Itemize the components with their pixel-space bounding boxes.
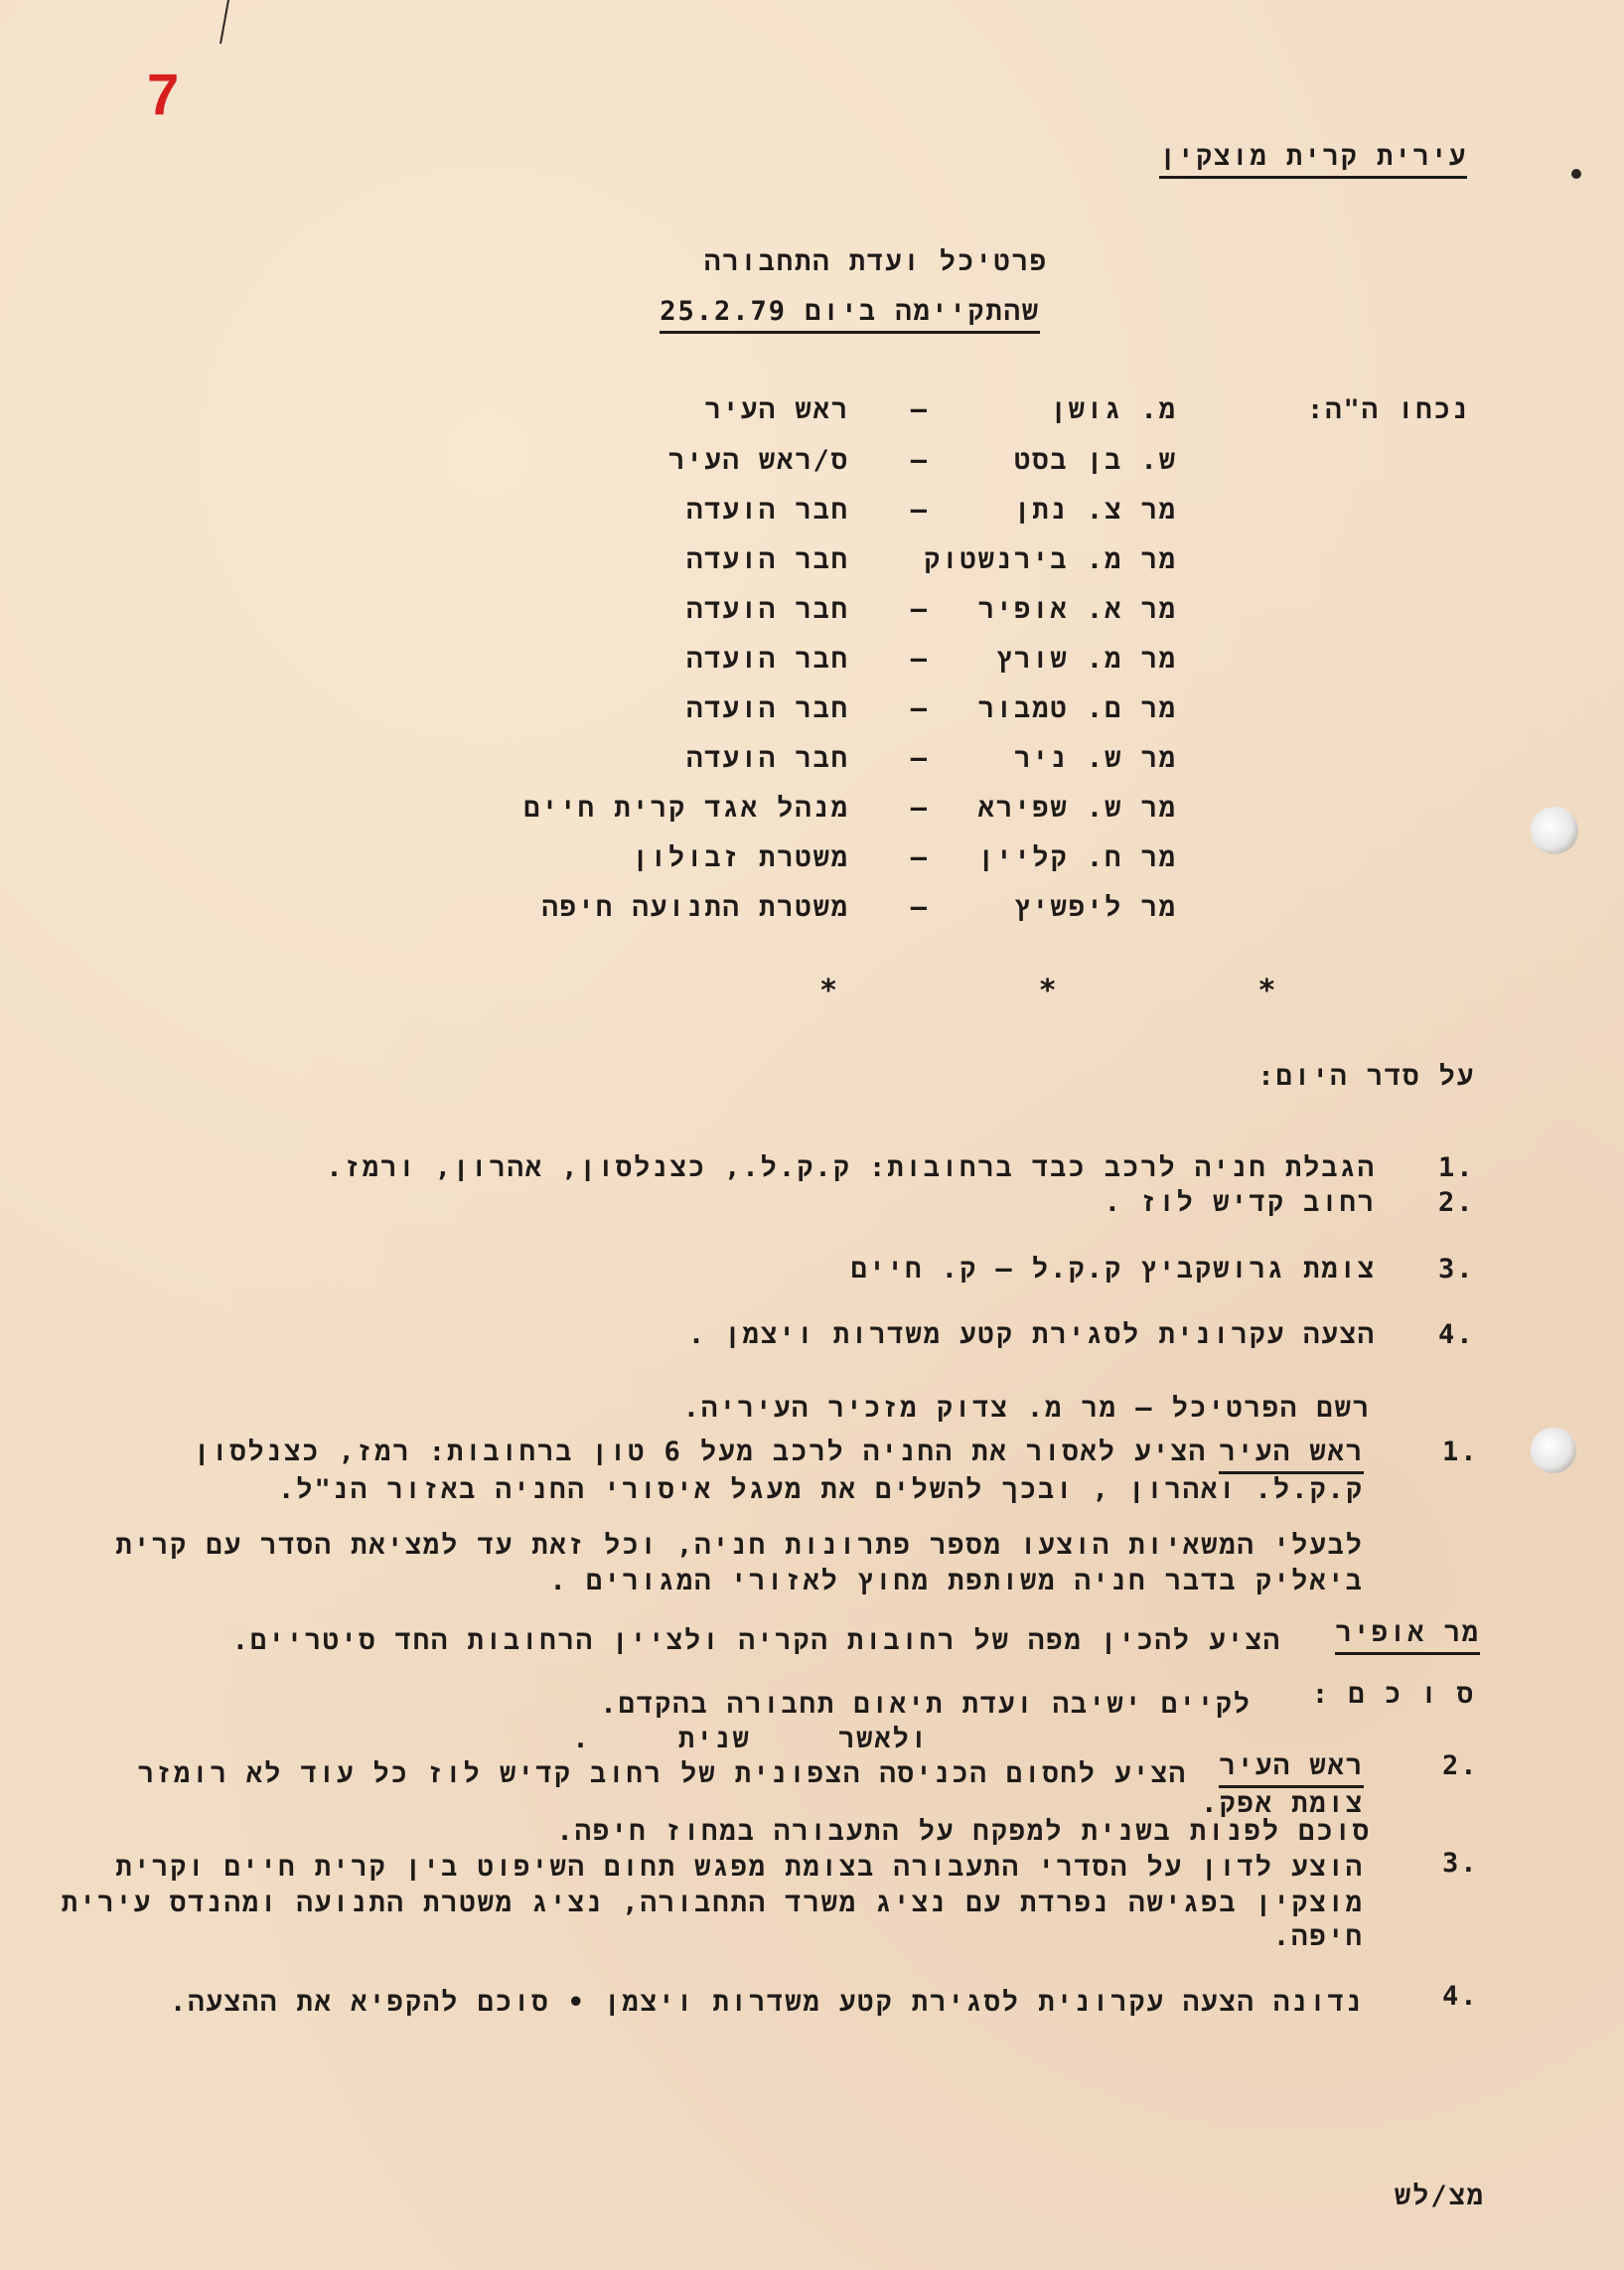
- title-line-2: שהתקיימה ביום 25.2.79: [660, 296, 1040, 334]
- attendee-dash: –: [910, 892, 929, 923]
- agenda-item-4: הצעה עקרונית לסגירת קטע משדרות ויצמן .: [687, 1319, 1376, 1350]
- attendee-name: מר ש. ניר: [1014, 743, 1177, 774]
- attendee-name: מר ליפשיץ: [1014, 892, 1177, 923]
- agenda-item-3: צומת גרושקביץ ק.ק.ל – ק. חיים: [850, 1254, 1376, 1285]
- minutes-num-3: 3.: [1442, 1848, 1479, 1879]
- agenda-num-4: 4.: [1438, 1319, 1475, 1350]
- attendee-role: חבר הועדה: [686, 693, 849, 724]
- pen-scratch-mark: [217, 0, 230, 46]
- item1-line-2: ק.ק.ל. ואהרון , ובכך להשלים את מעגל איסורי החניה באזור הנ"ל.: [277, 1474, 1364, 1505]
- attendee-name: מ. גושן: [1050, 394, 1177, 425]
- attendee-role: חבר הועדה: [686, 743, 849, 774]
- attendee-name: מר צ. נתן: [1014, 495, 1177, 526]
- minutes-recorder: רשם הפרטיכל – מר מ. צדוק מזכיר העיריה.: [682, 1393, 1371, 1424]
- item2-line-1: הציע לחסום הכניסה הצפונית של רחוב קדיש לוז כל עוד לא רומזר: [137, 1758, 1187, 1789]
- attendee-row: [382, 693, 1177, 737]
- item2-line-3: סוכם לפנות בשנית למפקח על התעבורה במחוז חיפה.: [556, 1816, 1371, 1847]
- attendee-dash: –: [910, 793, 929, 824]
- attendee-dash: –: [910, 394, 929, 425]
- attendee-row: [382, 892, 1177, 936]
- page-number: 7: [147, 63, 180, 127]
- attendee-name: מר א. אופיר: [977, 594, 1177, 625]
- attendee-dash: –: [910, 842, 929, 873]
- attendee-name: ש. בן בסט: [1014, 445, 1177, 476]
- minutes-num-4: 4.: [1442, 1981, 1479, 2012]
- attendee-role: חבר הועדה: [686, 544, 849, 575]
- agenda-num-2: 2.: [1438, 1187, 1475, 1218]
- attendee-row: [382, 644, 1177, 687]
- typist-initials: מצ/לש: [1394, 2181, 1485, 2211]
- speaker-ofir: מר אופיר: [1335, 1617, 1480, 1655]
- title-line-1: פרטיכל ועדת התחבורה: [704, 246, 1048, 277]
- attendee-role: חבר הועדה: [686, 594, 849, 625]
- attendee-row: [382, 842, 1177, 886]
- agenda-label: על סדר היום:: [1257, 1061, 1475, 1092]
- binder-mark-top: [1571, 169, 1581, 179]
- summary-label: ס ו כ ם :: [1311, 1679, 1475, 1710]
- summary-line-2: ולאשר שנית .: [572, 1724, 929, 1754]
- ofir-proposal: הציע להכין מפה של רחובות הקריה ולציין הרחובות החד סיטריים.: [231, 1625, 1281, 1656]
- agenda-num-3: 3.: [1438, 1254, 1475, 1285]
- minutes-num-1: 1.: [1442, 1437, 1479, 1467]
- attendee-role: ס/ראש העיר: [667, 445, 849, 476]
- attendee-dash: –: [910, 445, 929, 476]
- attendee-row: [382, 495, 1177, 538]
- attendee-name: מר ם. טמבור: [977, 693, 1177, 724]
- agenda-item-2: רחוב קדיש לוז .: [1104, 1187, 1376, 1218]
- agenda-item-1: הגבלת חניה לרכב כבד ברחובות: ק.ק.ל., כצנלסון, אהרון, ורמז.: [326, 1152, 1376, 1183]
- attendee-row: [382, 793, 1177, 836]
- speaker-mayor-2: ראש העיר: [1219, 1750, 1364, 1788]
- attendee-row: [382, 743, 1177, 787]
- attendee-name: מר ש. שפירא: [977, 793, 1177, 824]
- attendee-name: מר מ. שורץ: [995, 644, 1177, 675]
- item3-line-3: חיפה.: [1272, 1921, 1364, 1952]
- attendee-role: משטרת זבולון: [632, 842, 849, 873]
- item1-line-4: ביאליק בדבר חניה משותפת מחוץ לאזורי המגורים .: [549, 1566, 1364, 1596]
- attendee-dash: –: [910, 495, 929, 526]
- attendee-dash: –: [910, 693, 929, 724]
- item2-line-2: צומת אפק.: [1201, 1788, 1364, 1819]
- summary-line-1: לקיים ישיבה ועדת תיאום תחבורה בהקדם.: [600, 1689, 1252, 1720]
- attendee-dash: –: [910, 594, 929, 625]
- attendee-row: [382, 544, 1177, 588]
- attendee-role: חבר הועדה: [686, 495, 849, 526]
- item1-line-1: הציע לאסור את החניה לרכב מעל 6 טון ברחובות: רמז, כצנלסון: [193, 1437, 1207, 1467]
- attendee-role: חבר הועדה: [686, 644, 849, 675]
- item3-line-1: הוצע לדון על הסדרי התעבורה בצומת מפגש תחום השיפוט בין קרית חיים וקרית: [115, 1852, 1364, 1883]
- speaker-mayor-1: ראש העיר: [1219, 1437, 1364, 1474]
- attendee-dash: –: [910, 644, 929, 675]
- item3-line-2: מוצקין בפגישה נפרדת עם נציג משרד התחבורה, נציג משטרת התנועה ומהנדס עירית: [61, 1888, 1364, 1918]
- section-separator: * * *: [819, 974, 1278, 1008]
- attendance-label: נכחו ה"ה:: [1307, 394, 1470, 425]
- agenda-num-1: 1.: [1438, 1152, 1475, 1183]
- attendee-dash: –: [910, 743, 929, 774]
- attendee-name: מר מ. בירנשטוק: [924, 544, 1177, 575]
- binder-hole-lower: [1531, 1428, 1576, 1473]
- item1-line-3: לבעלי המשאיות הוצעו מספר פתרונות חניה, וכל זאת עד למציאת הסדר עם קרית: [115, 1530, 1364, 1561]
- attendee-role: משטרת התנועה חיפה: [541, 892, 849, 923]
- attendee-role: מנהל אגד קרית חיים: [523, 793, 849, 824]
- attendee-row: [382, 445, 1177, 489]
- municipality-header: עירית קרית מוצקין: [1159, 141, 1467, 179]
- minutes-num-2: 2.: [1442, 1750, 1479, 1781]
- attendee-row: [382, 594, 1177, 638]
- item4-text: נדונה הצעה עקרונית לסגירת קטע משדרות ויצמן • סוכם להקפיא את ההצעה.: [169, 1987, 1364, 2018]
- attendee-row: [382, 394, 1177, 438]
- binder-hole-upper: [1531, 807, 1578, 854]
- attendee-name: מר ח. קליין: [977, 842, 1177, 873]
- attendee-role: ראש העיר: [704, 394, 849, 425]
